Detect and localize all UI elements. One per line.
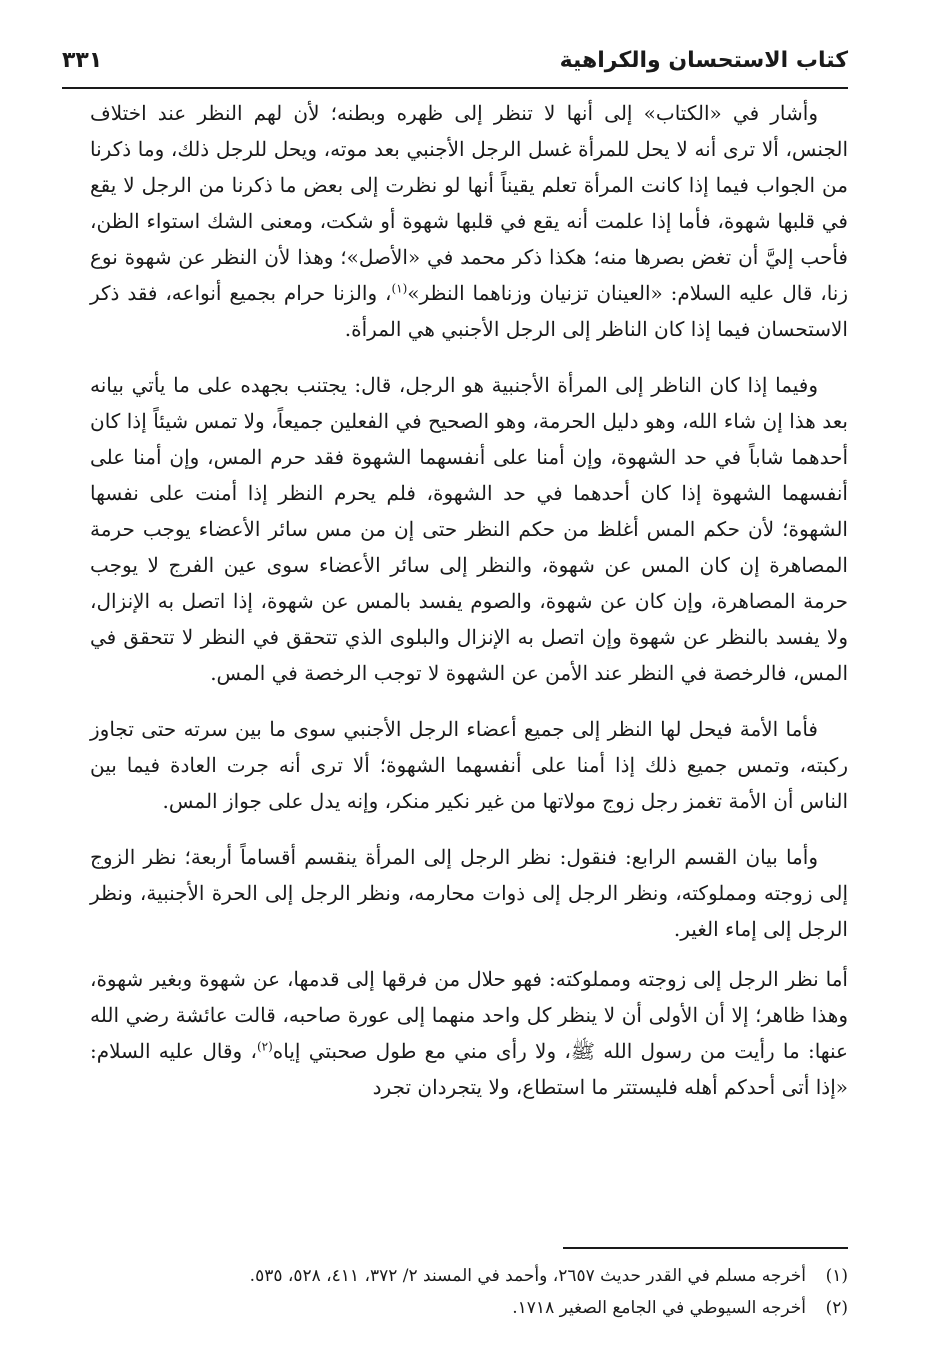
footnote [90,1292,848,1324]
footnote [90,1260,848,1292]
footnote-text: أخرجه السيوطي في الجامع الصغير ١٧١٨. [512,1298,806,1318]
footnote-number: (١) [825,1266,848,1286]
footnote-number: (٢) [825,1298,848,1318]
header-rule [62,87,848,89]
footnotes [90,1260,848,1324]
main-text [90,95,848,1105]
running-header [62,40,848,80]
footnote-ref: (١) [391,281,408,296]
chapter-title: كتاب الاستحسان والكراهية [559,47,848,73]
paragraph: وأشار في «الكتاب» إلى أنها لا تنظر إلى ظهره وبطنه؛ لأن لهم النظر عند اختلاف الجنس، ألا ترى أنه لا يحل للمرأة غسل الرجل الأجنبي بعد موته، ويحل للرجل ذلك، وما ذكرنا من الجواب فيما إذا كانت المرأة تعلم يقيناً أنها لو نظرت إلى بعض ما ذكرنا من الرجل لا يقع في قلبها شهوة، فأما إذا علمت أنه يقع في قلبها شهوة أو شكت، ومعنى الشك استواء الظن، فأحب إليَّ أن تغض بصرها منه؛ هكذا ذكر محمد في «الأصل»؛ وهذا لأن النظر عن شهوة نوع زنا، قال عليه السلام: «العينان تزنيان وزناهما النظر»$^{(١)}$، والزنا حرام بجميع أنواعه، فقد ذكر الاستحسان فيما إذا كان الناظر إلى الرجل الأجنبي هي المرأة. [90,101,849,341]
footnote-separator [563,1247,848,1249]
footnote-ref: (٢) [256,1039,273,1054]
paragraph: أما نظر الرجل إلى زوجته ومملوكته: فهو حلال من فرقها إلى قدمها، عن شهوة وبغير شهوة، وهذا ظاهر؛ إلا أن الأولى أن لا ينظر كل واحد منهما إلى عورة صاحبه، قالت عائشة رضي الله عنها: ما رأيت من رسول الله ﷺ، ولا رأى مني مع طول صحبتي إياه$^{(٢)}$، وقال عليه السلام: «إذا أتى أحدكم أهله فليستتر ما استطاع، ولا يتجردان تجرد [90,967,848,1099]
page-number: ٣٣١ [62,47,103,73]
footnote-text: أخرجه مسلم في القدر حديث ٢٦٥٧، وأحمد في المسند ٢/ ٣٧٢، ٤١١، ٥٢٨، ٥٣٥. [249,1266,806,1286]
paragraph: وأما بيان القسم الرابع: فنقول: نظر الرجل إلى المرأة ينقسم أقساماً أربعة؛ نظر الزوج إلى زوجته ومملوكته، ونظر الرجل إلى ذوات محارمه، ونظر الرجل إلى الحرة الأجنبية، ونظر الرجل إلى إماء الغير. [90,845,848,941]
paragraph: فأما الأمة فيحل لها النظر إلى جميع أعضاء الرجل الأجنبي سوى ما بين سرته حتى تجاوز ركبته، وتمس جميع ذلك إذا أمنا على أنفسهما الشهوة؛ ألا ترى أنه جرت العادة فيما بين الناس أن الأمة تغمز رجل زوج مولاتها من غير نكير منكر، وإنه يدل على جواز المس. [90,717,848,813]
paragraph: وفيما إذا كان الناظر إلى المرأة الأجنبية هو الرجل، قال: يجتنب بجهده على ما يأتي بيانه بعد هذا إن شاء الله، وهو دليل الحرمة، وهو الصحيح في الفعلين جميعاً، ولا تمس شيئاً إذا كان أحدهما شاباً في حد الشهوة، وإن أمنا على أنفسهما الشهوة فقد حرم المس، وإن أمنا على أنفسهما الشهوة إذا كان أحدهما في حد الشهوة، فلم يحرم النظر إذا أمنت على نفسها الشهوة؛ لأن حكم المس أغلظ من حكم النظر حتى إن من مس سائر الأعضاء يوجب حرمة المصاهرة إن كان المس عن شهوة، والنظر إلى سائر الأعضاء سوى عين الفرج لا يوجب حرمة المصاهرة، وإن كان عن شهوة، والصوم يفسد بالمس عن شهوة، إذا اتصل به الإنزال، ولا يفسد بالنظر عن شهوة وإن اتصل به الإنزال والبلوى الذي تتحقق في النظر لا تتحقق في المس، فالرخصة في النظر عند الأمن عن الشهوة لا توجب الرخصة في المس. [90,373,848,685]
